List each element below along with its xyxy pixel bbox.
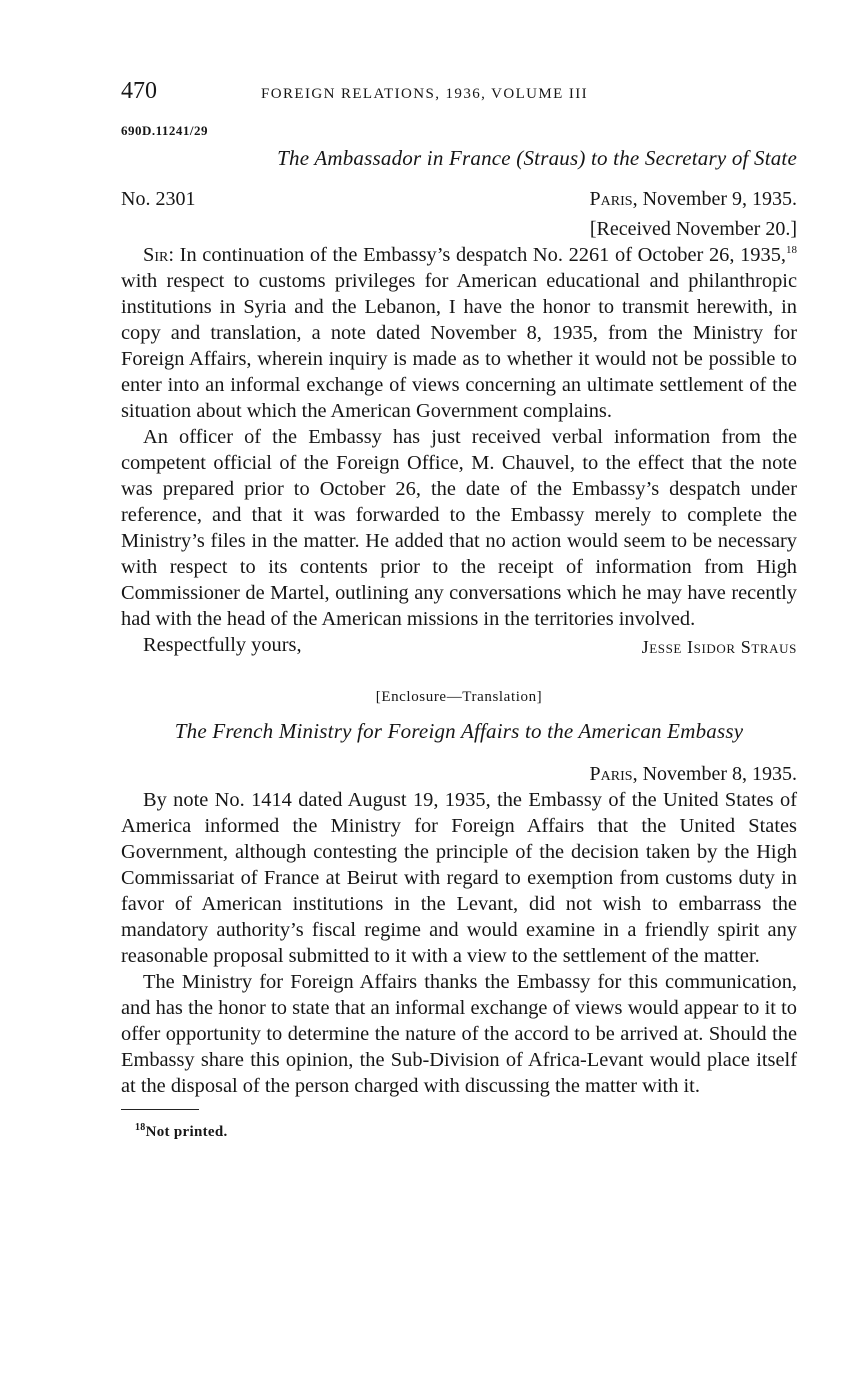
page-number: 470: [121, 78, 157, 104]
despatch-meta: [121, 186, 797, 216]
document-heading: The Ambassador in France (Straus) to the Secretary of State: [277, 146, 797, 170]
place-date: [590, 186, 797, 212]
paragraph-text: : In continuation of the Embassy’s despatch No. 2261 of October 26, 1935,: [168, 244, 786, 266]
received-date: [Received November 20.]: [589, 218, 797, 240]
despatch-number: No. 2301: [121, 188, 196, 210]
running-title: FOREIGN RELATIONS, 1936, VOLUME III: [261, 86, 589, 102]
enclosure-place-date: [121, 761, 797, 787]
paragraph-text: with respect to customs privileges for American educational and philanthropic institutions in Syria and the Lebanon, I have the honor to transmit herewith, in copy and translation, a note dated November 8, 1935, from the Ministry for Foreign Affairs, wherein inquiry is made as to whether it would not be possible to enter into an informal exchange of views concerning an ultimate settlement of the situation about which the American Government complains.: [121, 270, 797, 422]
signature: Jesse Isidor Straus: [641, 637, 797, 657]
body-paragraph: By note No. 1414 dated August 19, 1935, the Embassy of the United States of America informed the Ministry for Foreign Affairs that the United States Government, although contesting the principle of the decision taken by the High Commissariat of France at Beirut with regard to exemption from customs duty in favor of American institutions in the Levant, did not wish to embarrass the mandatory authority’s fiscal regime and would examine in a friendly spirit any reasonable proposal submitted to it with a view to the settlement of the matter.: [121, 789, 797, 967]
document-page: [121, 76, 797, 1142]
closing: Respectfully yours,: [143, 634, 302, 656]
enclosure-heading: The French Ministry for Foreign Affairs to the American Embassy: [174, 719, 744, 743]
salutation: Sir: [143, 244, 169, 266]
enclosure-label: [Enclosure—Translation]: [375, 689, 543, 705]
footnote-text: Not printed.: [145, 1124, 228, 1140]
footnote-number: 18: [135, 1122, 146, 1133]
body-paragraph: The Ministry for Foreign Affairs thanks the Embassy for this communication, and has the honor to state that an informal exchange of views would appear to it to offer opportunity to determine the nature of the accord to be arrived at. Should the Embassy share this opinion, the Sub-Division of Africa-Levant would place itself at the disposal of the person charged with discussing the matter with it.: [121, 971, 797, 1097]
footnote: [121, 1122, 797, 1142]
footnote-reference: 18: [786, 244, 797, 256]
footnote-rule: [121, 1109, 199, 1110]
file-number: 690D.11241/29: [121, 123, 209, 138]
place: Paris: [589, 188, 633, 210]
place: Paris: [589, 763, 633, 785]
closing-row: [121, 632, 797, 660]
date: , November 9, 1935.: [632, 188, 797, 210]
date: , November 8, 1935.: [632, 763, 797, 785]
body-paragraph: An officer of the Embassy has just received verbal information from the competent official of the Foreign Office, M. Chauvel, to the effect that the note was prepared prior to October 26, the date of the Embassy’s despatch under reference, and that it was forwarded to the Embassy merely to complete the Ministry’s files in the matter. He added that no action would seem to be necessary with respect to its contents prior to the receipt of information from High Commissioner de Martel, outlining any conversations which he may have recently had with the head of the American missions in the territories involved.: [121, 426, 797, 630]
running-head: [121, 76, 797, 110]
body-paragraph: [121, 242, 797, 424]
